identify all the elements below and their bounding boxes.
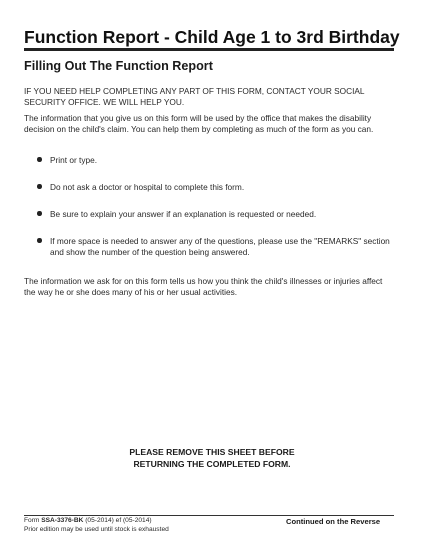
remove-sheet-notice <box>24 446 400 471</box>
form-number: SSA-3376-BK <box>41 517 84 524</box>
continued-notice: Continued on the Reverse <box>286 517 381 526</box>
bullet-icon <box>37 184 42 189</box>
info-paragraph: The information we ask for on this form tells us how you think the child's illnesses or injuries affect the way he or she does many of his or her usual activities. <box>24 276 383 298</box>
instruction-text: If more space is needed to answer any of the questions, please use the "REMARKS" section and show the number of the question being answered. <box>50 236 390 258</box>
instruction-text: Print or type. <box>50 155 98 165</box>
instruction-text: Be sure to explain your answer if an explanation is requested or needed. <box>50 209 317 219</box>
remove-notice-line-1: PLEASE REMOVE THIS SHEET BEFORE <box>129 447 295 457</box>
page-title: Function Report - Child Age 1 to 3rd Birthday <box>24 27 400 47</box>
section-heading: Filling Out The Function Report <box>24 59 213 73</box>
remove-notice-line-2: RETURNING THE COMPLETED FORM. <box>133 459 291 470</box>
prior-edition-note: Prior edition may be used until stock is exhausted <box>24 525 169 533</box>
form-prefix: Form <box>24 517 40 524</box>
title-divider <box>24 48 394 51</box>
bullet-icon <box>37 238 42 243</box>
help-notice: IF YOU NEED HELP COMPLETING ANY PART OF THIS FORM, CONTACT YOUR SOCIAL SECURITY OFFICE. WE WILL HELP YOU. <box>24 86 365 108</box>
bullet-icon <box>37 157 42 162</box>
intro-paragraph: The information that you give us on this form will be used by the office that makes the disability decision on the child's claim. You can help them by completing as much of the form as you can. <box>24 113 374 135</box>
form-edition: (05-2014) ef (05-2014) <box>85 517 152 524</box>
bullet-icon <box>37 211 42 216</box>
instruction-text: Do not ask a doctor or hospital to complete this form. <box>50 182 245 192</box>
form-identifier <box>24 517 169 534</box>
footer-divider <box>24 515 394 516</box>
